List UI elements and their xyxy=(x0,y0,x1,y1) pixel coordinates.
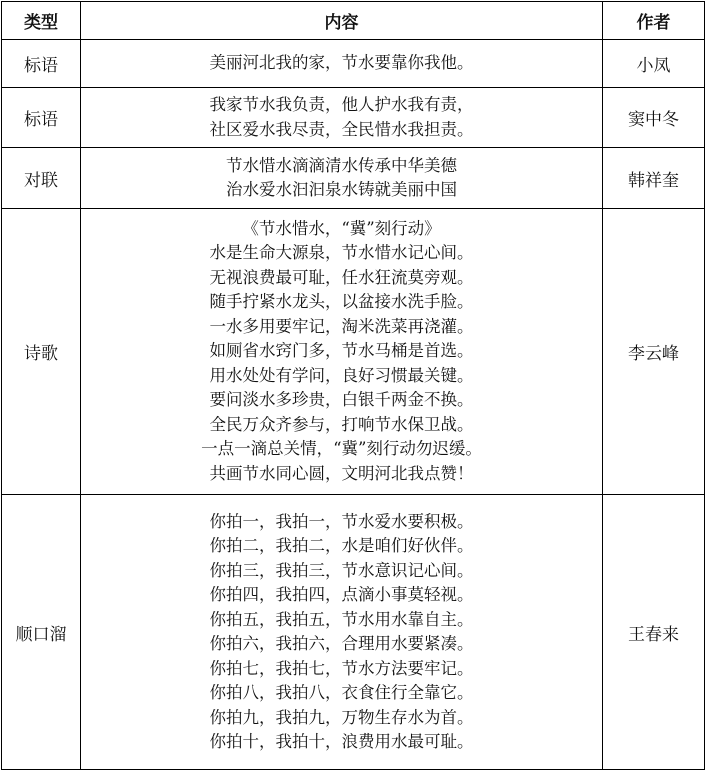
content-line: 共画节水同心圆，文明河北我点赞！ xyxy=(209,463,474,483)
content-line: 你拍六，我拍六，合理用水要紧凑。 xyxy=(209,634,474,653)
content-line: 你拍二，我拍二，水是咱们好伙伴。 xyxy=(209,536,474,555)
content-line: 我家节水我负责，他人护水我有责， xyxy=(209,95,474,114)
content-line: 用水处处有学问，良好习惯最关键。 xyxy=(209,365,474,385)
content-line: 美丽河北我的家，节水要靠你我他。 xyxy=(209,53,474,73)
table-row xyxy=(2,148,705,209)
table-row xyxy=(2,88,705,148)
row-content xyxy=(81,148,603,209)
content-line: 社区爱水我尽责，全民惜水我担责。 xyxy=(209,119,474,139)
header-type: 类型 xyxy=(2,2,81,40)
content-line: 节水惜水滴滴清水传承中华美德 xyxy=(226,155,457,175)
row-content xyxy=(81,40,603,88)
content-line: 治水爱水汩汩泉水铸就美丽中国 xyxy=(226,180,457,199)
row-type: 标语 xyxy=(2,88,81,148)
content-line: 要问淡水多珍贵，白银千两金不换。 xyxy=(209,390,474,410)
table-row xyxy=(2,495,705,770)
row-content xyxy=(81,209,603,495)
content-line: 水是生命大源泉，节水惜水记心间。 xyxy=(209,243,474,263)
row-author: 窦中冬 xyxy=(603,88,705,148)
content-line: 如厕省水窍门多，节水马桶是首选。 xyxy=(209,341,474,361)
works-table xyxy=(1,1,705,770)
content-line: 你拍三，我拍三，节水意识记心间。 xyxy=(209,560,474,580)
poem-title: 《节水惜水，“冀”刻行动》 xyxy=(242,218,441,238)
content-line: 全民万众齐参与，打响节水保卫战。 xyxy=(209,414,474,434)
row-author: 李云峰 xyxy=(603,209,705,495)
content-line: 你拍十，我拍十，浪费用水最可耻。 xyxy=(209,732,474,751)
content-line: 你拍四，我拍四，点滴小事莫轻视。 xyxy=(209,585,474,604)
content-line: 你拍五，我拍五，节水用水靠自主。 xyxy=(209,609,474,629)
row-content xyxy=(81,88,603,148)
content-line: 你拍七，我拍七，节水方法要牢记。 xyxy=(209,658,474,678)
content-line: 一点一滴总关情，“冀”刻行动勿迟缓。 xyxy=(201,439,482,459)
header-row xyxy=(2,2,705,40)
header-author: 作者 xyxy=(603,2,705,40)
header-content: 内容 xyxy=(81,2,603,40)
content-line: 你拍八，我拍八，衣食住行全靠它。 xyxy=(209,683,474,702)
row-type: 顺口溜 xyxy=(2,495,81,770)
content-line: 你拍一，我拍一，节水爱水要积极。 xyxy=(209,511,474,531)
row-type: 对联 xyxy=(2,148,81,209)
row-content xyxy=(81,495,603,770)
table-row xyxy=(2,209,705,495)
row-type: 诗歌 xyxy=(2,209,81,495)
content-line: 无视浪费最可耻，任水狂流莫旁观。 xyxy=(209,267,474,287)
table-row xyxy=(2,40,705,88)
row-author: 韩祥奎 xyxy=(603,148,705,209)
row-type: 标语 xyxy=(2,40,81,88)
row-author: 小凤 xyxy=(603,40,705,88)
row-author: 王春来 xyxy=(603,495,705,770)
content-line: 随手拧紧水龙头，以盆接水洗手脸。 xyxy=(209,292,474,312)
content-line: 一水多用要牢记，淘米洗菜再浇灌。 xyxy=(209,316,474,336)
content-line: 你拍九，我拍九，万物生存水为首。 xyxy=(209,707,474,727)
